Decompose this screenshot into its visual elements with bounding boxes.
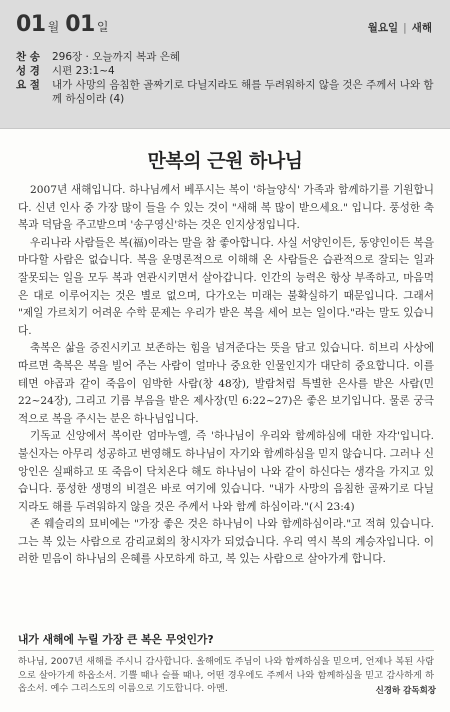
separator: | xyxy=(403,22,407,34)
day-unit: 일 xyxy=(96,20,109,34)
weekday-label xyxy=(368,20,432,35)
devotional-header xyxy=(0,0,450,129)
article-body xyxy=(18,182,434,569)
verse-key: 요 절 xyxy=(16,79,40,91)
bible-key: 성 경 xyxy=(16,65,40,77)
hymn-key: 찬 송 xyxy=(16,51,40,63)
verse-row xyxy=(16,78,436,106)
month-number: 01 xyxy=(16,12,46,37)
paragraph: 2007년 새해입니다. 하나님께서 베푸시는 복이 '하늘양식' 가족과 함께하기를 기원합니다. 신년 인사 중 가장 많이 들을 수 있는 것이 "새해 복 많이 받으세요." 입니다. 풍성한 축복과 덕담을 주고받으며 '송구영신'하는 것은 인지상정입니다. xyxy=(18,184,434,232)
scripture-info xyxy=(16,50,436,106)
verse-value: 내가 사망의 음침한 골짜기로 다닐지라도 해를 두려워하지 않을 것은 주께서 나와 함께 하심이라 (4) xyxy=(52,79,434,105)
bible-value: 시편 23:1~4 xyxy=(52,65,115,77)
paragraph: 우리나라 사람들은 복(福)이라는 말을 참 좋아합니다. 사실 서양인이든, 동양인이든 복을 마다할 사람은 없습니다. 복을 운명론적으로 이해해 온 사람들은 습관적으로 잘되는 일과 잘못되는 일을 모두 복과 연관시키면서 살아갑니다. 인간의 능력은 항상 부족하고, 마음먹은 대로 이루어지는 것은 별로 없으며, 다가오는 미래는 불확실하기 때문입니다. 그래서 "제일 가르치기 어려운 수학 문제는 우리가 받은 복을 세어 보는 일이다."라는 말도 있습니다. xyxy=(18,236,434,337)
page-title: 만복의 근원 하나님 xyxy=(147,150,303,172)
bible-row xyxy=(16,64,436,78)
prayer-text: 하나님, 2007년 새해를 주시니 감사합니다. 올해에도 주님이 나와 함께하심을 믿으며, 언제나 복된 사람으로 살아가게 하옵소서. 기쁠 때나 슬플 때나, 어떤 경우에도 주께서 나와 함께하심을 믿고 감사하게 하옵소서. 예수 그리스도의 이름으로 기도합니다. 아멘. xyxy=(18,656,434,694)
month-unit: 월 xyxy=(47,20,60,34)
paragraph: 축복은 삶을 증진시키고 보존하는 힘을 넘겨준다는 뜻을 담고 있습니다. 히브리 사상에 따르면 축복은 복을 빌어 주는 사람이 얼마나 중요한 인물인지가 대단히 중요합니다. 이를 테면 야곱과 같이 죽음이 임박한 사람(창 48장), 발람처럼 특별한 은사를 받은 사람(민 22~24장), 그리고 기름 부음을 받은 제사장(민 6:22~27)은 좋은 보기입니다. 물론 궁극적으로 복을 주시는 분은 하나님입니다. xyxy=(18,342,434,425)
paragraph: 기독교 신앙에서 복이란 엄마누엘, 즉 '하나님이 우리와 함께하심에 대한 자각'입니다. 불신자는 아무리 성공하고 번영해도 하나님이 자기와 함께하심을 믿지 않습니다. 그러나 신앙인은 실패하고 또 죽음이 닥치온다 해도 하나님이 나와 같이 하신다는 생각을 가지고 있습니다. 풍성한 생명의 비결은 바로 여기에 있습니다. "내가 사망의 음침한 골짜기로 다닐지라도 해를 두려워하지 않을 것은 주께서 나와 함께 하심이라."(시 23:4) xyxy=(18,430,434,513)
weekday: 월요일 xyxy=(367,22,399,34)
author-credit: 신경하 감독회장 xyxy=(375,686,436,696)
hymn-row xyxy=(16,50,436,64)
paragraph: 존 웨슬리의 묘비에는 "가장 좋은 것은 하나님이 나와 함께하심이라."고 적혀 있습니다. 그는 복 있는 사람으로 감리교회의 창시자가 되었습니다. 우리 역시 복의 계승자입니다. 이러한 믿음이 하나님의 은혜를 사모하게 하고, 복 있는 사람으로 살아가게 합니다. xyxy=(18,518,434,566)
date-label xyxy=(16,12,114,37)
hymn-value: 296장 · 오늘까지 복과 은혜 xyxy=(52,51,181,63)
day-number: 01 xyxy=(65,12,95,37)
reflection-question: 내가 새해에 누릴 가장 큰 복은 무엇인가? xyxy=(18,633,214,646)
occasion: 새해 xyxy=(411,22,432,34)
divider xyxy=(18,650,434,651)
